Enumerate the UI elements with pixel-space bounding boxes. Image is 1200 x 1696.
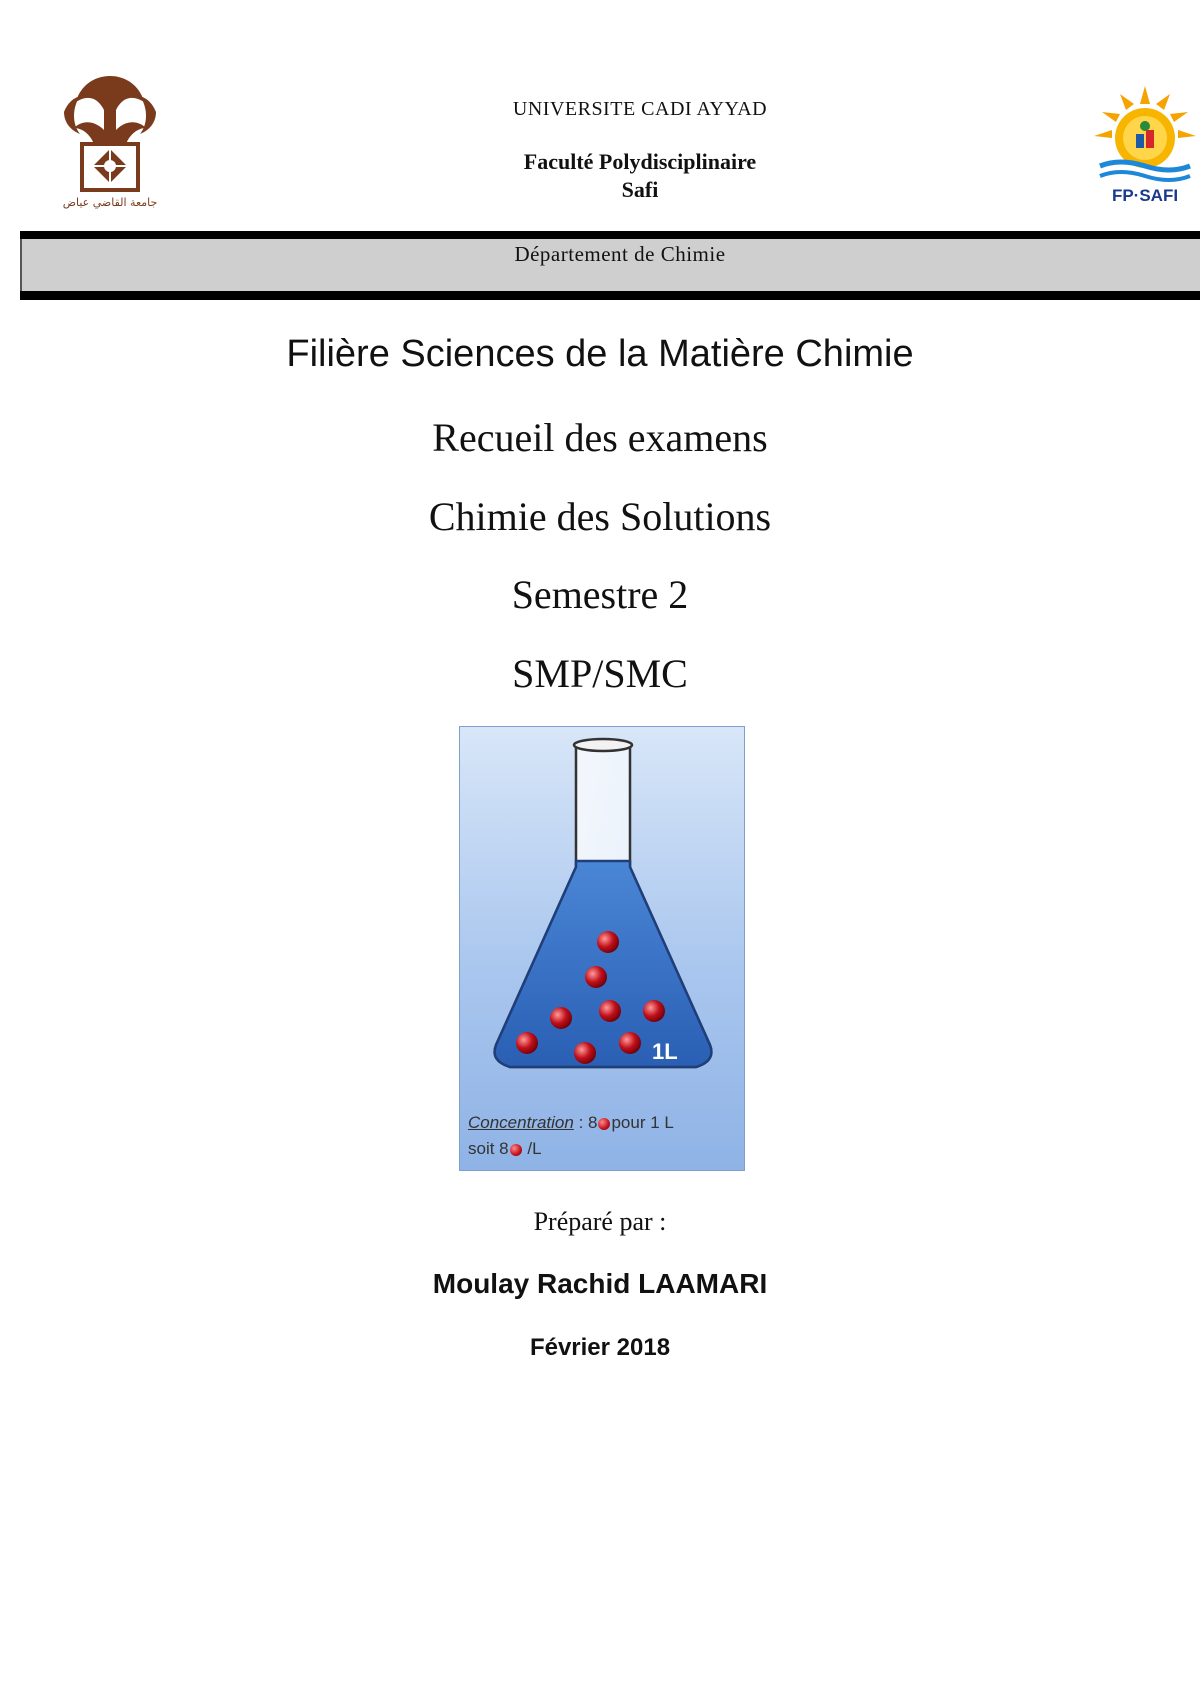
publication-date: Février 2018 [529,1334,671,1361]
particle [597,931,619,953]
particle [550,1007,572,1029]
faculty-line-2: Safi [621,177,659,202]
author-name: Moulay Rachid LAAMARI [432,1268,768,1299]
semester-title: Semestre 2 [511,572,689,617]
uca-logo-text: جامعة القاضي عياض [62,196,158,209]
faculty-name [330,148,950,204]
particle-icon [510,1144,522,1156]
band-bottom-rule [20,291,1200,300]
particle-icon [598,1118,610,1130]
concentration-caption [468,1110,674,1162]
particle [619,1032,641,1054]
caption-line2-end: /L [522,1139,542,1158]
particle [643,1000,665,1022]
particle [574,1042,596,1064]
band-top-rule [20,231,1200,239]
track-title: SMP/SMC [512,651,688,696]
flask-rim [574,739,632,751]
department-name: Département de Chimie [514,242,726,266]
volume-label: 1L [652,1039,678,1064]
program-title: Filière Sciences de la Matière Chimie [286,333,914,375]
caption-line2-start: soit 8 [468,1139,509,1158]
faculty-line-1: Faculté Polydisciplinaire [523,149,757,174]
particle [599,1000,621,1022]
flask-illustration [459,726,745,1171]
caption-label: Concentration [468,1113,574,1132]
course-title: Chimie des Solutions [428,494,772,539]
particle [516,1032,538,1054]
collection-title: Recueil des examens [432,415,768,460]
prepared-by-label: Préparé par : [533,1207,667,1236]
university-name: UNIVERSITE CADI AYYAD [512,98,768,120]
fp-safi-logo [1090,84,1200,210]
uca-logo [54,72,166,214]
caption-line1-end: pour 1 L [611,1113,674,1132]
particle [585,966,607,988]
caption-line1-count: : 8 [573,1113,598,1132]
fp-safi-logo-text: FP·SAFI [1111,186,1179,205]
